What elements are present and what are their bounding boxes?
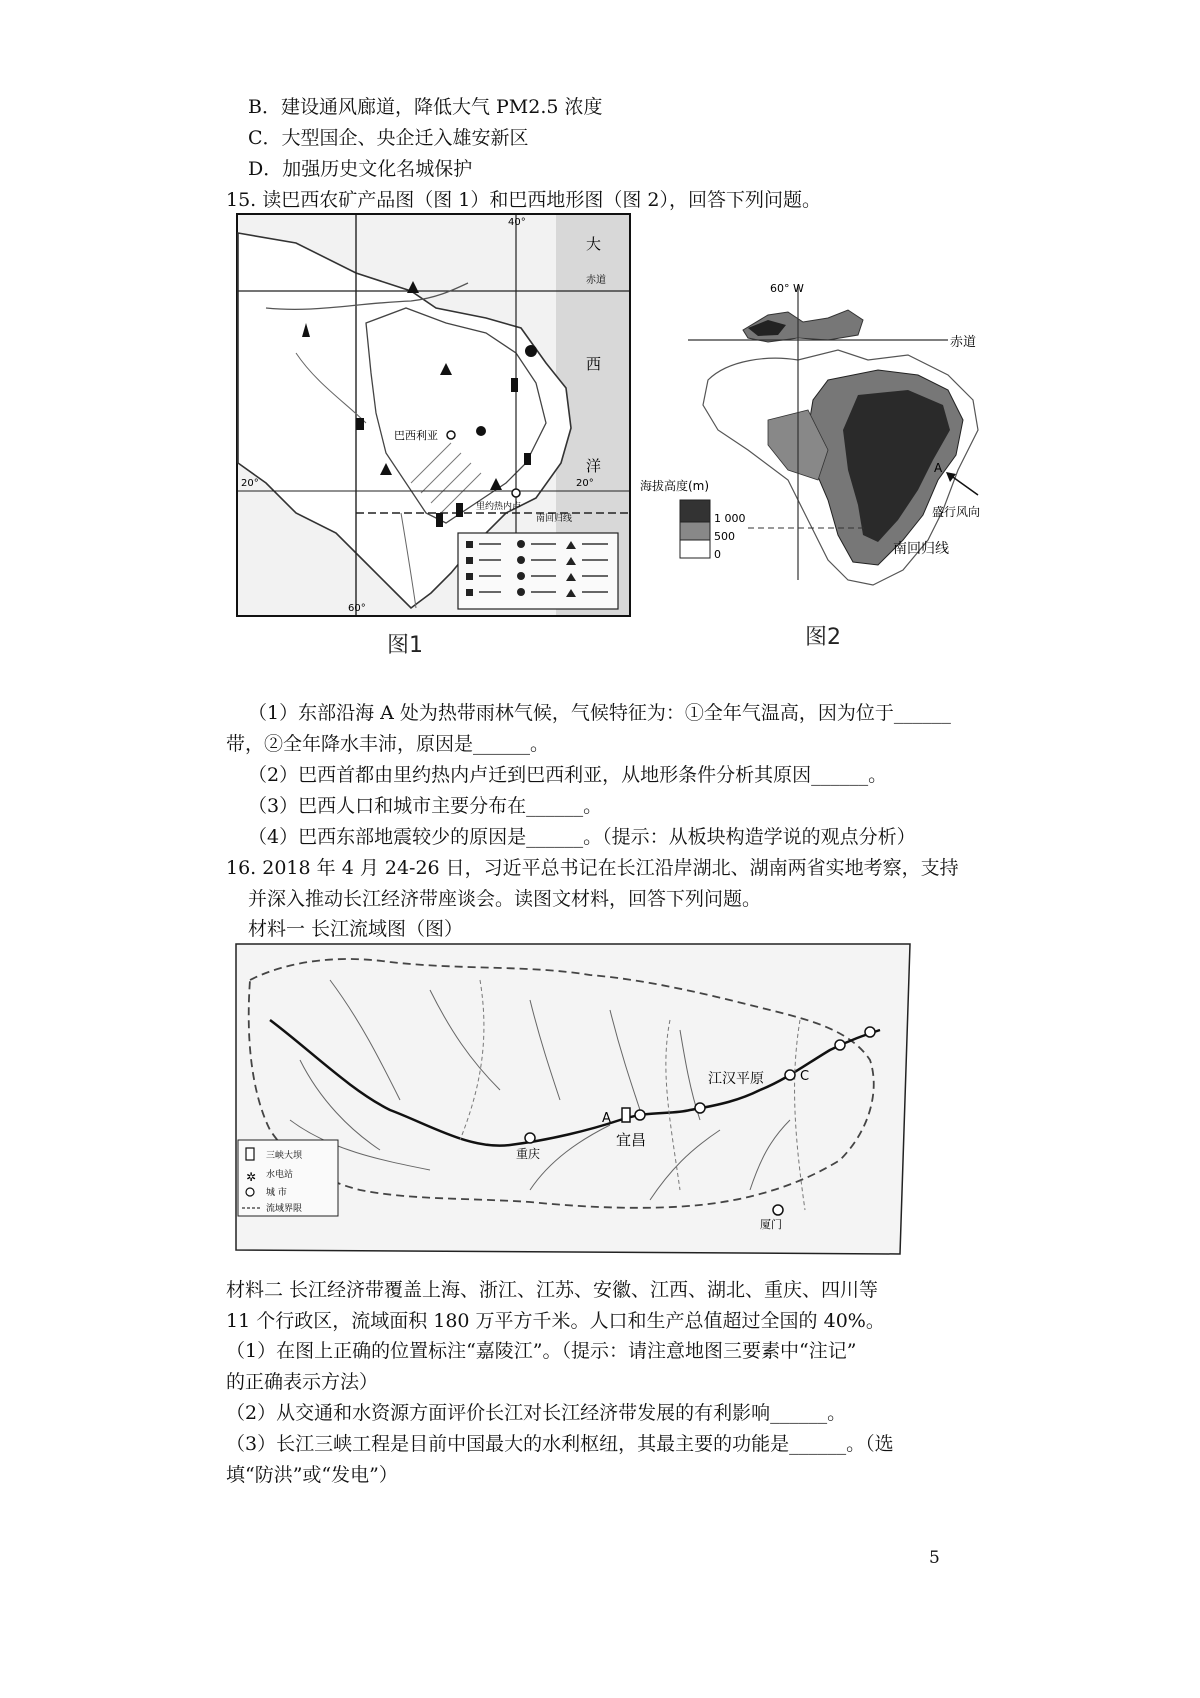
fig1-rio-label: 里约热内卢: [476, 502, 522, 512]
fig2-equator-label: 赤道: [950, 335, 977, 350]
q16-material1-caption: 材料一 长江流域图（图）: [248, 918, 464, 940]
figure-2-brazil-terrain-map: [640, 280, 983, 600]
fig2-lon-60w-label: 60° W: [770, 282, 804, 295]
legend-hydro-label: 水电站: [266, 1170, 294, 1180]
figure-2-label: 图2: [805, 625, 841, 650]
fig2-point-a: A: [934, 461, 943, 475]
legend-dam-label: 三峡大坝: [266, 1151, 303, 1161]
question-15-stem: 15. 读巴西农矿产品图（图 1）和巴西地形图（图 2），回答下列问题。: [226, 189, 822, 211]
fig2-legend-1000: 1 000: [714, 512, 746, 525]
fig2-legend-500: 500: [714, 530, 735, 543]
fig1-lon-60-label: 60°: [348, 603, 366, 614]
q16-sub2: （2）从交通和水资源方面评价长江对长江经济带发展的有利影响______。: [226, 1402, 847, 1424]
fig2-legend-0: 0: [714, 548, 721, 561]
legend-city-label: 城 市: [266, 1188, 287, 1198]
q15-sub3: （3）巴西人口和城市主要分布在______。: [248, 795, 603, 817]
q16-sub3-line1: （3）长江三峡工程是目前中国最大的水利枢纽，其最主要的功能是______。（选: [226, 1433, 894, 1455]
jianghan-plain-label: 江汉平原: [708, 1071, 764, 1087]
fig1-tropic-label: 南回归线: [536, 514, 573, 524]
fig1-lat-20-label-right: 20°: [576, 478, 594, 489]
q16-sub1-line2: 的正确表示方法）: [226, 1371, 379, 1393]
q15-sub2: （2）巴西首都由里约热内卢迁到巴西利亚，从地形条件分析其原因______。: [248, 764, 888, 786]
q16-material2-line1: 材料二 长江经济带覆盖上海、浙江、江苏、安徽、江西、湖北、重庆、四川等: [226, 1279, 879, 1301]
fig1-brasilia-label: 巴西利亚: [394, 429, 438, 442]
fig1-equator-label: 赤道: [586, 275, 606, 286]
fig1-lat-20-label: 20°: [241, 478, 259, 489]
q15-sub1-line1: （1）东部沿海 A 处为热带雨林气候，气候特征为：①全年气温高，因为位于______: [248, 702, 951, 724]
point-a-label: A: [602, 1111, 611, 1126]
question-16-stem-line2: 并深入推动长江经济带座谈会。读图文材料，回答下列问题。: [248, 888, 762, 910]
fig1-ocean-label: 西: [586, 355, 602, 373]
yichang-label: 宜昌: [616, 1131, 647, 1149]
fig2-tropic-label: 南回归线: [893, 541, 949, 557]
figure-1-brazil-products-map: [236, 213, 631, 617]
q15-sub1-line2: 带，②全年降水丰沛，原因是______。: [226, 733, 550, 755]
q16-sub1-line1: （1）在图上正确的位置标注“嘉陵江”。（提示：请注意地图三要素中“注记”: [226, 1340, 857, 1362]
option-d: D．加强历史文化名城保护: [248, 158, 473, 180]
q15-sub4: （4）巴西东部地震较少的原因是______。（提示：从板块构造学说的观点分析）: [248, 826, 916, 848]
xiamen-label: 厦门: [760, 1218, 782, 1231]
fig2-wind-label: 盛行风向: [932, 505, 981, 519]
q16-sub3-line2: 填“防洪”或“发电”）: [226, 1464, 398, 1486]
point-c-label: C: [800, 1069, 810, 1084]
question-16-stem-line1: 16. 2018 年 4 月 24-26 日，习近平总书记在长江沿岸湖北、湖南两省实地考察，支持: [226, 857, 959, 879]
option-c: C．大型国企、央企迁入雄安新区: [248, 127, 529, 149]
option-b: B．建设通风廊道，降低大气 PM2.5 浓度: [248, 96, 603, 118]
fig1-ocean-label: 洋: [586, 457, 602, 475]
chongqing-label: 重庆: [516, 1147, 541, 1161]
fig2-legend-title: 海拔高度(m): [640, 479, 710, 493]
q16-material2-line2: 11 个行政区，流域面积 180 万平方千米。人口和生产总值超过全国的 40%。: [226, 1310, 885, 1332]
page-number: 5: [929, 1548, 940, 1568]
fig1-ocean-label: 大: [586, 235, 602, 253]
yangtze-basin-map: [230, 940, 915, 1258]
fig1-lon-40-label: 40°: [508, 217, 526, 228]
figure-1-label: 图1: [387, 633, 423, 658]
svg-text:✲: ✲: [246, 1170, 257, 1184]
legend-boundary-label: 流域界限: [266, 1204, 303, 1214]
